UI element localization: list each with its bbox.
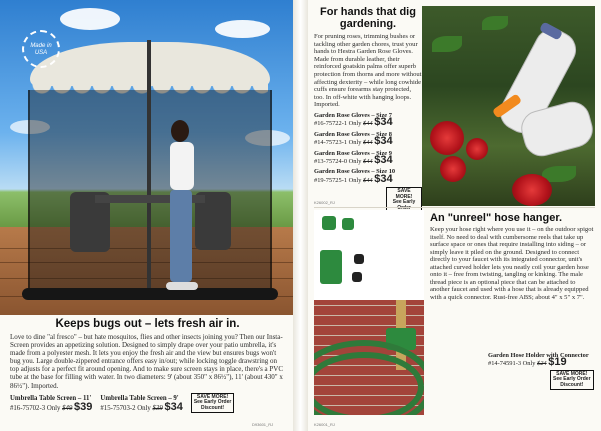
product-sku: #16-75702-3: [10, 405, 46, 413]
was-price: $24: [537, 360, 547, 368]
product-sku: #19-75725-1: [314, 176, 348, 184]
model-shoes: [166, 282, 198, 290]
only-label: Only: [348, 157, 362, 165]
hose-connector: [342, 218, 354, 230]
was-price: $44: [363, 139, 373, 147]
thread-adapter: [354, 254, 364, 264]
save-more-line: Discount!: [560, 381, 584, 388]
product-item: [314, 131, 422, 147]
was-price: $44: [363, 157, 373, 165]
red-rose: [440, 156, 466, 182]
product-sku: #16-75722-1: [314, 120, 348, 128]
umbrella-screen-photo: [0, 0, 293, 315]
hose-copy: [430, 212, 596, 301]
product-sku: #15-75703-2: [100, 405, 136, 413]
hose-order: [488, 352, 594, 390]
gloves-copy: [314, 6, 422, 219]
product-item: [10, 395, 92, 413]
product-sku: #14-74591-3: [488, 360, 522, 368]
only-label: Only: [522, 360, 536, 368]
save-more-line: Discount!: [201, 404, 225, 411]
product-item: [314, 150, 422, 166]
made-in-usa-badge: Made in USA: [22, 30, 60, 68]
product-sku: #14-75723-1: [314, 139, 348, 147]
cloud: [215, 20, 270, 38]
product-title: Garden Rose Gloves – Size 10: [314, 168, 396, 176]
save-more-box: [191, 393, 235, 414]
hose-heading: An "unreel" hose hanger.: [430, 212, 563, 224]
hose-body: Keep your hose right where you use it – on the outdoor spigot itself. No need to deal with cumbersome reels that take up surface space or ones that require installing into siding – or simply leave it piled on the ground. Designed to connect directly to your faucet with its integrated connector, unit's attached curved holder lets you neatly coil your garden hose onto it – free from twisting, tangling or kinking. The male thread piece is an optional piece that can be attached to another faucet and used with a hose that is already equipped with a quick connector. Rust-free ABS; about 4" x 5" x 7".: [430, 226, 594, 301]
sale-price: $34: [164, 401, 183, 414]
product-title: Garden Rose Gloves – Size 9: [314, 149, 392, 157]
product-item: [100, 395, 182, 413]
product-item: [314, 168, 395, 184]
umbrella-copy: [10, 318, 285, 413]
left-page: [0, 0, 293, 431]
catalog-code: D93601_RJ: [252, 422, 274, 427]
sale-price: $34: [374, 135, 393, 148]
leaf: [432, 36, 462, 52]
umbrella-heading: Keeps bugs out – lets fresh air in.: [55, 318, 240, 330]
product-title: Garden Hose Holder with Connector: [488, 352, 589, 359]
was-price: $44: [363, 120, 373, 128]
save-more-line: SAVE MORE!: [556, 370, 588, 377]
save-more-line: See Early: [392, 199, 416, 206]
sale-price: $34: [374, 172, 393, 185]
rose-gloves-photo: [422, 6, 595, 206]
hose-connector: [322, 216, 336, 230]
right-page: [308, 0, 601, 431]
product-title: Garden Rose Gloves – Size 8: [314, 130, 392, 138]
product-sku: #13-75724-0: [314, 157, 348, 165]
sale-price: $34: [374, 153, 393, 166]
save-more-line: SAVE MORE!: [395, 188, 413, 200]
thread-adapter: [352, 272, 362, 282]
red-rose: [430, 121, 464, 155]
save-more-box: [550, 370, 594, 391]
model-shirt: [170, 142, 194, 190]
product-title: Umbrella Table Screen – 9': [100, 395, 179, 403]
red-rose: [512, 174, 552, 206]
sale-price: $34: [374, 116, 393, 129]
sale-price: $39: [74, 401, 93, 414]
catalog-code: K26001_RJ: [314, 422, 335, 427]
leaf: [482, 16, 508, 30]
only-label: Only: [348, 120, 362, 128]
was-price: $49: [62, 405, 73, 413]
cloud: [60, 8, 120, 30]
red-rose: [466, 138, 488, 160]
hose-hanger-photo: [314, 210, 424, 415]
gloves-heading: For hands that dig gardening.: [320, 6, 416, 30]
product-title: Garden Rose Gloves – Size 7: [314, 111, 392, 119]
catalog-code: K26002_RJ: [314, 200, 335, 205]
only-label: Only: [137, 405, 151, 413]
product-title: Umbrella Table Screen – 11': [10, 395, 92, 403]
save-more-line: See Early Order: [193, 399, 232, 406]
save-more-line: See Early Order: [553, 376, 591, 383]
model-jeans: [170, 190, 192, 282]
gloves-body: For pruning roses, trimming bushes or tackling other garden chores, trust your hands to Hestra Garden Rose Gloves. Made from durable leather, their reinforced goatskin palms offer superb protection from thorns and more without affecting dexterity – while long cowhide cuffs ensure forearms stay protected, too. In off-white with hanging loops. Imported.: [314, 33, 422, 109]
only-label: Only: [348, 139, 362, 147]
product-item: [314, 112, 422, 128]
section-divider: [314, 207, 595, 208]
gloves-last-row: [314, 165, 422, 184]
was-price: $39: [152, 405, 163, 413]
hose-hanger-part: [320, 250, 342, 284]
save-more-line: SAVE MORE!: [196, 393, 229, 400]
page-gutter: [293, 0, 308, 431]
model-head: [171, 120, 189, 142]
only-label: Only: [348, 176, 362, 184]
only-label: Only: [46, 405, 61, 413]
sale-price: $19: [548, 356, 567, 369]
was-price: $44: [363, 176, 373, 184]
screen-water-tube: [22, 288, 278, 300]
umbrella-body: Love to dine "al fresco" – but hate mosquitos, flies and other insects joining you? Then our Insta-Screen provides an appetizing solution. Designed to simply drape over your patio umbrella, it's made from a polyester mesh. It lets you enjoy the fresh air and the view but ensures bugs won't bug you. Large double-zippered entrance offers easy in/out; while locking toggle drawstring on top adjusts for a perfect fit around opening. And to make sure screen stays in place, there's a PVC tube at the base for filling with water. In two diameters: 9' (about 350" x 86½"), 11' (about 430" x 86½"). Imported.: [10, 333, 284, 390]
umbrella-pole: [147, 40, 151, 290]
umbrella-order-row: [10, 393, 285, 414]
